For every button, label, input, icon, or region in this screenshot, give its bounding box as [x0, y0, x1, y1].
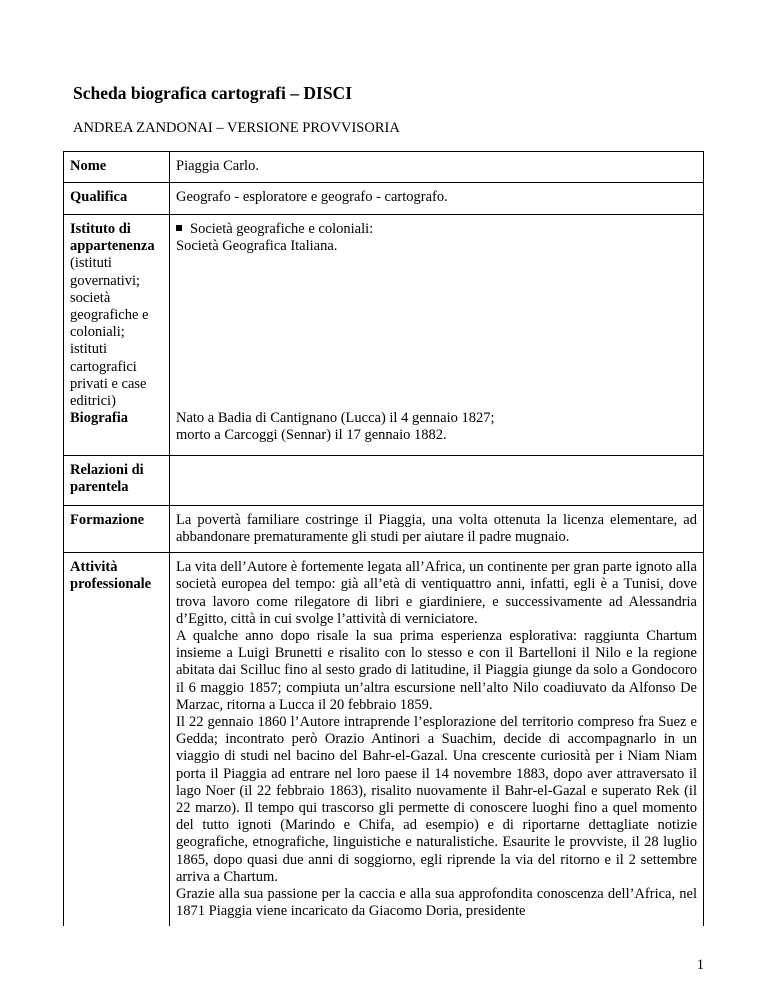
paragraph: A qualche anno dopo risale la sua prima esperienza esplorativa: raggiunta Chartum insieme a Luigi Brunetti e risalito con lo stesso e con il Bartelloni il Nilo e la regione abitata dai Scilluc fino al sesto grado di latitudine, il Piaggia giunge da solo a Gondocoro il 6 maggio 1857; compiuta un’altra escursione nell’alto Nilo coadiuvato da Alfonso De Marzac, ritorna a Lucca il 20 febbraio 1859. — [176, 627, 697, 713]
label-istituto: Istituto di appartenenza — [70, 221, 155, 255]
label-cell — [64, 455, 170, 505]
label-qualifica: Qualifica — [70, 189, 128, 205]
table-row-relazioni — [64, 455, 704, 505]
label-cell — [64, 215, 170, 411]
value-cell — [170, 553, 704, 927]
bullet-text: Società geografiche e coloniali: — [190, 221, 374, 237]
biografia-line-2: morto a Carcoggi (Sennar) il 17 gennaio 1882. — [176, 427, 447, 444]
label-cell — [64, 410, 170, 455]
value-nome: Piaggia Carlo. — [176, 158, 259, 174]
bullet-item — [176, 221, 697, 238]
label-biografia: Biografia — [70, 410, 128, 427]
table-row-formazione — [64, 505, 704, 552]
label-formazione: Formazione — [70, 511, 145, 528]
document-subtitle: ANDREA ZANDONAI – VERSIONE PROVVISORIA — [73, 120, 400, 136]
table-row-istituto — [64, 215, 704, 411]
table-row-qualifica — [64, 183, 704, 215]
label-nome: Nome — [70, 158, 107, 174]
value-qualifica: Geografo - esploratore e geografo - cartografo. — [176, 189, 448, 205]
paragraph: Grazie alla sua passione per la caccia e alla sua approfondita conoscenza dell’Africa, nel 1871 Piaggia viene incaricato da Giacomo Doria, presidente — [176, 886, 697, 920]
value-cell — [170, 410, 704, 455]
value-cell — [170, 455, 704, 505]
paragraph: Il 22 gennaio 1860 l’Autore intraprende l’esplorazione del territorio compreso fra Suez e Gedda; incontrato però Orazio Antinori a Suachim, decide di accompagnarlo in un viaggio di studi nel bacino del Bahr-el-Gazal. Una crescente curiosità per i Niam Niam porta il Piaggia ad entrare nel loro paese il 14 novembre 1883, dopo aver attraversato il lago Noer (il 22 febbraio 1863), risalito nuovamente il Bahr-el-Gazal e superato Rek (il 22 marzo). Il tempo qui trascorso gli permette di conoscere luoghi fino a quel momento del tutto ignoti (Marindo e Chifa, ad esempio) e di riportarne dettagliate notizie geografiche, etnografiche, linguistiche e naturalistiche. Esaurite le provviste, il 28 luglio 1865, dopo quasi due anni di soggiorno, egli riprende la via del ritorno e il 2 settembre arriva a Chartum. — [176, 713, 697, 885]
table-row-attivita — [64, 553, 704, 927]
label-istituto-note: (istituti governativi; società geografiche e coloniali; istituti cartografici privati e case editrici) — [70, 255, 149, 410]
square-bullet-icon — [176, 225, 182, 231]
label-cell — [64, 152, 170, 183]
value-formazione: La povertà familiare costringe il Piaggia, una volta ottenuta la licenza elementare, ad abbandonare prematuramente gli studi per aiutare il padre mugnaio. — [176, 511, 697, 545]
label-cell — [64, 505, 170, 552]
page-number: 1 — [696, 957, 704, 973]
label-cell — [64, 183, 170, 215]
value-cell — [170, 183, 704, 215]
value-cell — [170, 215, 704, 411]
document-title: Scheda biografica cartografi – DISCI — [73, 83, 353, 103]
label-relazioni: Relazioni di parentela — [70, 461, 144, 495]
table-row-biografia — [64, 410, 704, 455]
label-attivita: Attività professionale — [70, 559, 152, 593]
biografia-line-1: Nato a Badia di Cantignano (Lucca) il 4 gennaio 1827; — [176, 410, 495, 427]
value-istituto: Società Geografica Italiana. — [176, 238, 338, 255]
table-row-nome — [64, 152, 704, 183]
label-cell — [64, 553, 170, 927]
value-cell — [170, 505, 704, 552]
biography-table — [63, 151, 704, 926]
value-cell — [170, 152, 704, 183]
paragraph: La vita dell’Autore è fortemente legata all’Africa, un continente per gran parte ignoto alla società europea del tempo: già all’età di ventiquattro anni, infatti, egli è a Tunisi, dove trova lavoro come rilegatore di libri e giardiniere, e successivamente ad Alessandria d’Egitto, città in cui svolge l’attività di verniciatore. — [176, 559, 697, 627]
